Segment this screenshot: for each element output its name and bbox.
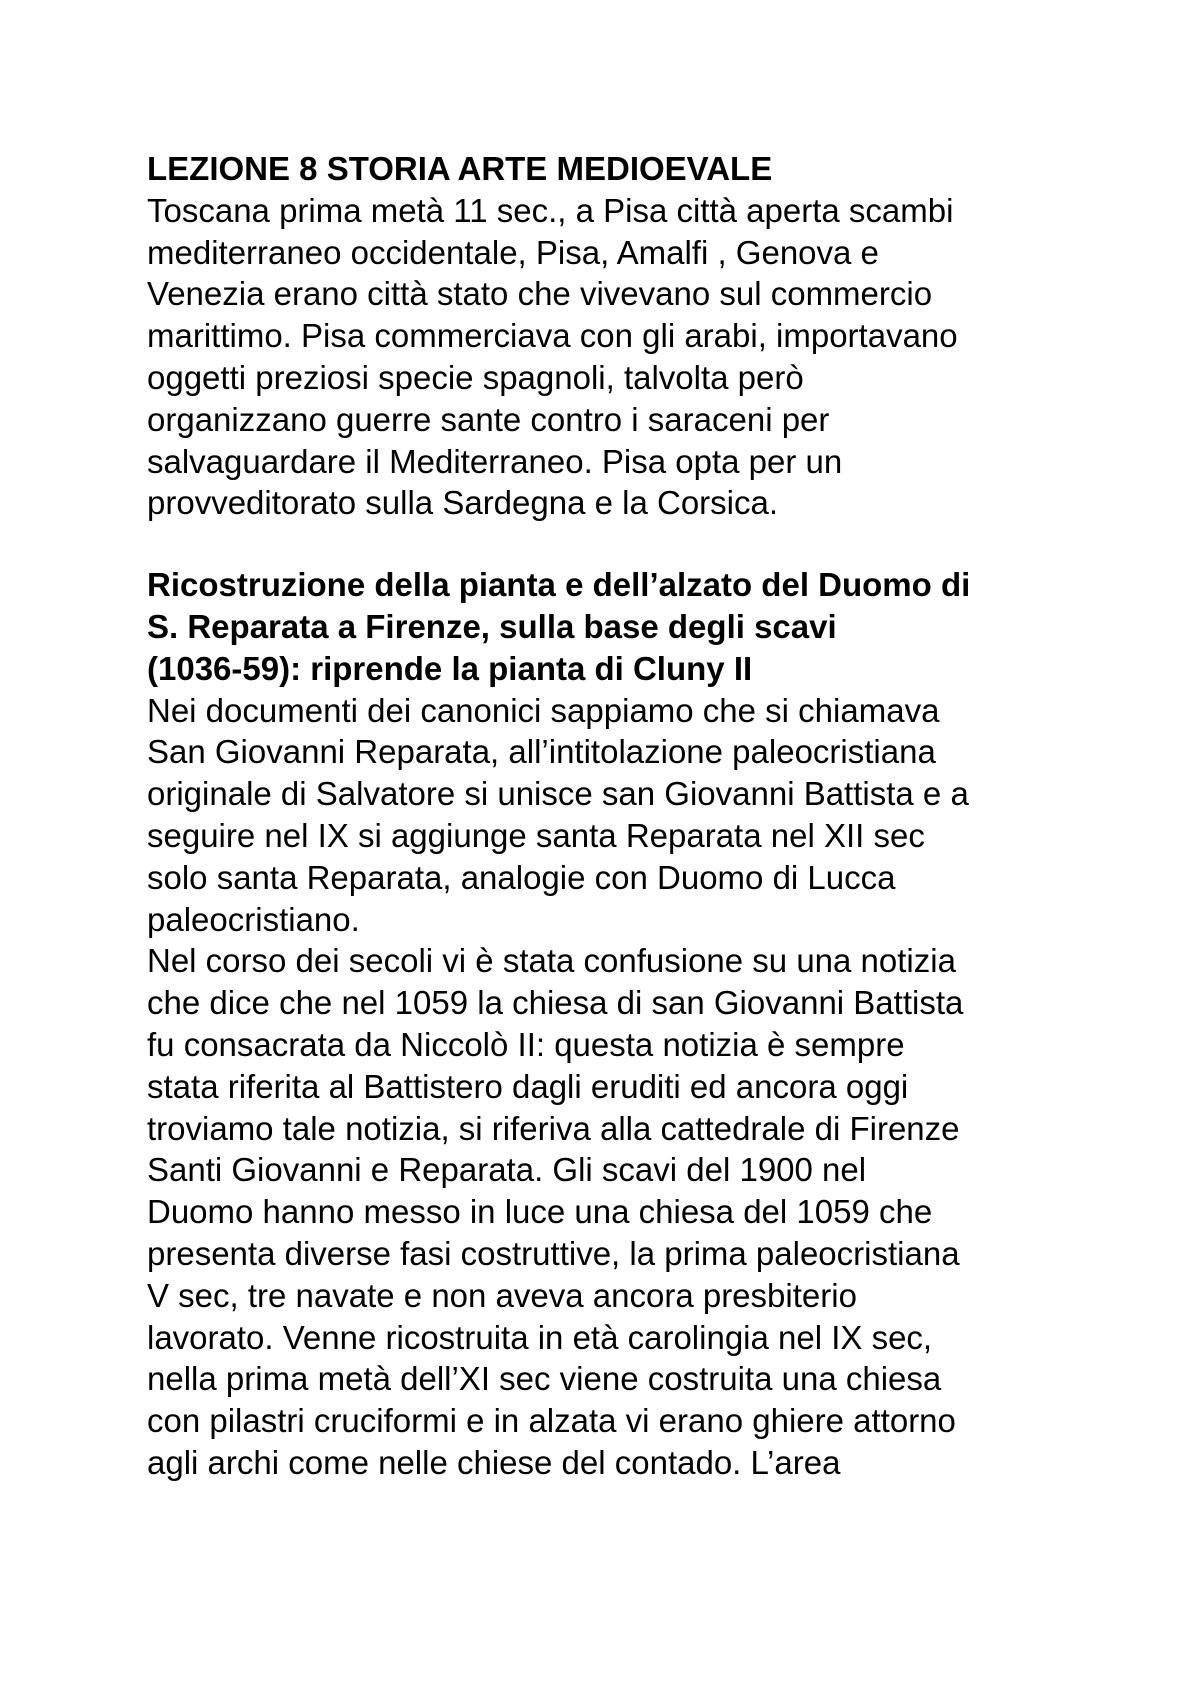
text-line: agli archi come nelle chiese del contado. L’area [147, 1443, 841, 1481]
text-line: troviamo tale notizia, si riferiva alla cattedrale di Firenze [147, 1109, 960, 1147]
document-page [147, 148, 1077, 1484]
text-line: seguire nel IX si aggiunge santa Reparata nel XII sec [147, 816, 925, 854]
text-line: salvaguardare il Mediterraneo. Pisa opta per un [147, 442, 843, 480]
heading-line: (1036-59): riprende la pianta di Cluny II [147, 649, 753, 687]
heading-line: S. Reparata a Firenze, sulla base degli scavi [147, 607, 837, 645]
text-line: San Giovanni Reparata, all’intitolazione paleocristiana [147, 733, 936, 771]
text-line: Venezia erano città stato che vivevano sul commercio [147, 275, 933, 313]
text-line: che dice che nel 1059 la chiesa di san Giovanni Battista [147, 984, 964, 1022]
text-line: organizzano guerre sante contro i saraceni per [147, 400, 830, 438]
paragraph-pisa [147, 190, 1077, 524]
section-heading [147, 564, 1077, 689]
text-line: lavorato. Venne ricostruita in età carolingia nel IX sec, [147, 1318, 933, 1356]
text-line: Santi Giovanni e Reparata. Gli scavi del 1900 nel [147, 1151, 867, 1189]
text-line: oggetti preziosi specie spagnoli, talvolta però [147, 358, 804, 396]
paragraph-documents [147, 690, 1077, 941]
heading-line: Ricostruzione della pianta e dell’alzato del Duomo di [147, 566, 971, 604]
page-title: LEZIONE 8 STORIA ARTE MEDIOEVALE [147, 150, 773, 187]
paragraph-history [147, 940, 1077, 1483]
text-line: nella prima metà dell’XI sec viene costruita una chiesa [147, 1360, 942, 1398]
text-line: fu consacrata da Niccolò II: questa notizia è sempre [147, 1025, 905, 1063]
text-line: mediterraneo occidentale, Pisa, Amalfi , Genova e [147, 233, 879, 271]
text-line: V sec, tre navate e non aveva ancora presbiterio [147, 1276, 857, 1314]
text-line: con pilastri cruciformi e in alzata vi erano ghiere attorno [147, 1402, 956, 1440]
text-line: Nei documenti dei canonici sappiamo che si chiamava [147, 691, 940, 729]
text-line: Nel corso dei secoli vi è stata confusione su una notizia [147, 942, 956, 980]
text-line: solo santa Reparata, analogie con Duomo di Lucca [147, 858, 896, 896]
text-line: provveditorato sulla Sardegna e la Corsica. [147, 484, 779, 522]
text-line: Duomo hanno messo in luce una chiesa del 1059 che [147, 1193, 933, 1231]
text-line: Toscana prima metà 11 sec., a Pisa città aperta scambi [147, 191, 954, 229]
text-line: marittimo. Pisa commerciava con gli arabi, importavano [147, 317, 958, 355]
text-line: stata riferita al Battistero dagli eruditi ed ancora oggi [147, 1067, 909, 1105]
text-line: originale di Salvatore si unisce san Giovanni Battista e a [147, 775, 969, 813]
text-line: presenta diverse fasi costruttive, la prima paleocristiana [147, 1234, 960, 1272]
text-line: paleocristiano. [147, 900, 360, 938]
